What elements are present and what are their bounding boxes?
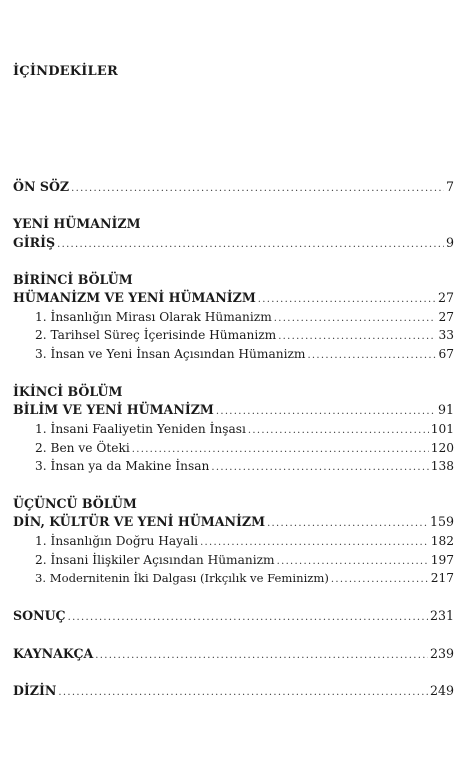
toc-entry-label: 3. Modernitenin İki Dalgası (Irkçılık ve Feminizm)	[35, 571, 329, 585]
toc-entry-label: 1. İnsanlığın Mirası Olarak Hümanizm	[35, 310, 272, 324]
toc-entry-page: 120	[430, 441, 454, 455]
toc-entry-section	[13, 421, 454, 437]
toc-entry-page: 33	[438, 328, 454, 342]
toc-entry-preface	[13, 179, 454, 195]
toc-entry-section	[13, 533, 454, 549]
dot-leader	[211, 460, 428, 476]
toc-entry-page: 67	[438, 347, 454, 361]
dot-leader	[274, 311, 437, 327]
dot-leader	[258, 292, 436, 308]
toc-entry-label: DİN, KÜLTÜR VE YENİ HÜMANİZM	[13, 514, 266, 529]
page-title: İÇİNDEKİLER	[13, 64, 119, 79]
toc-entry-bibliography	[13, 646, 454, 662]
toc-entry-introduction	[13, 235, 454, 251]
toc-entry-page: 138	[430, 459, 454, 473]
toc-entry-label: 2. Tarihsel Süreç İçerisinde Hümanizm	[35, 328, 277, 342]
toc-entry-page: 197	[430, 553, 454, 567]
dot-leader	[248, 423, 429, 439]
dot-leader	[57, 237, 444, 253]
toc-entry-section	[13, 346, 454, 362]
toc-entry-label: 2. İnsani İlişkiler Açısından Hümanizm	[35, 553, 275, 567]
chapter-heading-2: İKİNCİ BÖLÜM	[13, 384, 123, 399]
dot-leader	[331, 572, 429, 588]
toc-entry-label: SONUÇ	[13, 608, 66, 623]
chapter-heading-3: ÜÇÜNCÜ BÖLÜM	[13, 496, 137, 511]
toc-entry-label: BİLİM VE YENİ HÜMANİZM	[13, 402, 214, 417]
toc-entry-page: 159	[429, 514, 454, 529]
part-heading: YENİ HÜMANİZM	[13, 216, 141, 231]
toc-entry-chapter-1	[13, 290, 454, 306]
toc-entry-section	[13, 440, 454, 456]
toc-entry-label: DİZİN	[13, 683, 57, 698]
dot-leader	[277, 554, 429, 570]
toc-entry-chapter-3	[13, 514, 454, 530]
toc-entry-page: 239	[429, 646, 454, 661]
toc-entry-conclusion	[13, 608, 454, 624]
chapter-heading-1: BİRİNCİ BÖLÜM	[13, 272, 133, 287]
dot-leader	[307, 348, 436, 364]
toc-entry-section	[13, 458, 454, 474]
toc-entry-page: 182	[430, 534, 454, 548]
dot-leader	[216, 404, 436, 420]
toc-entry-label: 3. İnsan ve Yeni İnsan Açısından Hümanizm	[35, 347, 306, 361]
dot-leader	[95, 648, 428, 664]
toc-entry-page: 27	[438, 310, 454, 324]
toc-entry-label: HÜMANİZM VE YENİ HÜMANİZM	[13, 290, 256, 305]
dot-leader	[132, 442, 429, 458]
toc-entry-page: 217	[430, 571, 454, 585]
toc-entry-label: KAYNAKÇA	[13, 646, 94, 661]
toc-entry-page: 9	[445, 235, 454, 250]
dot-leader	[200, 535, 429, 551]
toc-entry-page: 231	[429, 608, 454, 623]
toc-entry-label: 1. İnsanlığın Doğru Hayali	[35, 534, 199, 548]
dot-leader	[267, 516, 428, 532]
toc-entry-section	[13, 570, 454, 586]
toc-entry-page: 101	[430, 422, 454, 436]
dot-leader	[68, 610, 428, 626]
toc-entry-label: GİRİŞ	[13, 235, 56, 250]
toc-entry-index	[13, 683, 454, 699]
toc-entry-page: 249	[429, 683, 454, 698]
toc-entry-label: 1. İnsani Faaliyetin Yeniden İnşası	[35, 422, 246, 436]
dot-leader	[58, 685, 428, 701]
dot-leader	[278, 329, 436, 345]
toc-entry-section	[13, 552, 454, 568]
dot-leader	[71, 181, 444, 197]
toc-entry-section	[13, 327, 454, 343]
toc-entry-label: 3. İnsan ya da Makine İnsan	[35, 459, 210, 473]
toc-entry-label: ÖN SÖZ	[13, 179, 70, 194]
toc-entry-chapter-2	[13, 402, 454, 418]
toc-entry-label: 2. Ben ve Öteki	[35, 441, 130, 455]
toc-entry-page: 27	[437, 290, 454, 305]
toc-entry-section	[13, 309, 454, 325]
toc-entry-page: 7	[445, 179, 454, 194]
toc-entry-page: 91	[437, 402, 454, 417]
